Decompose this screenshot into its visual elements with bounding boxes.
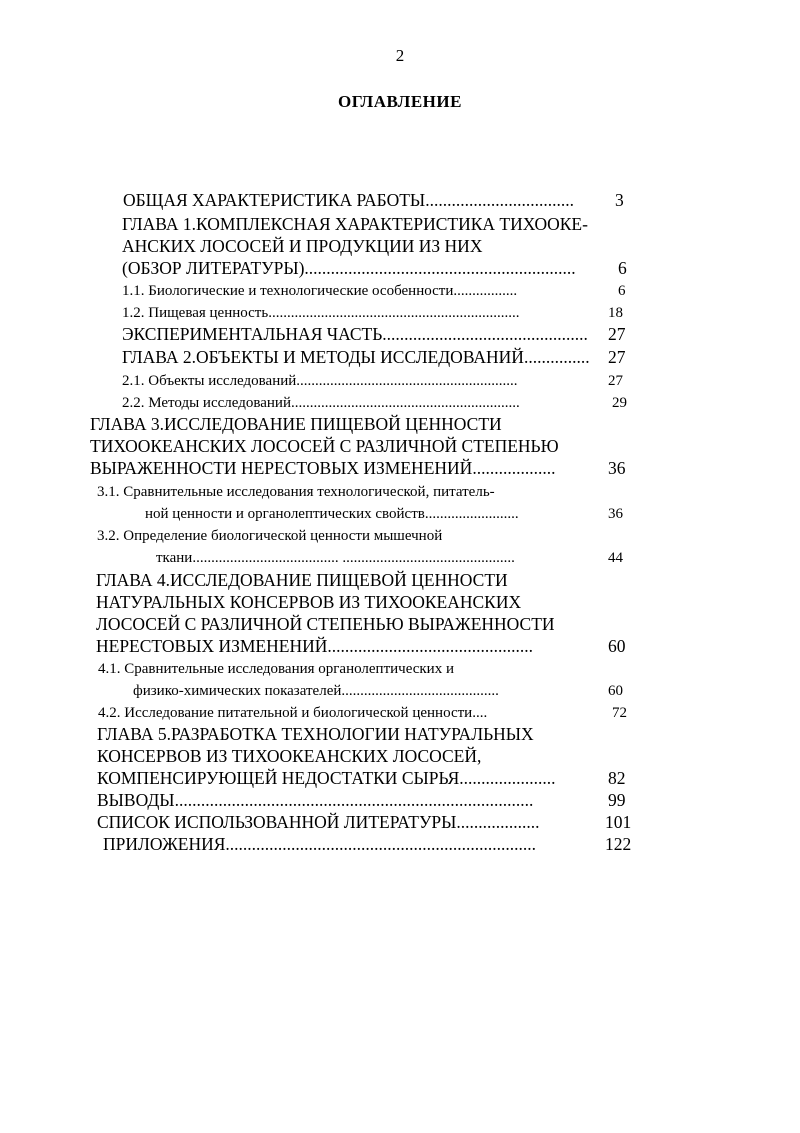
toc-entry-experimental-part[interactable] xyxy=(122,324,626,346)
toc-entry-3-2[interactable] xyxy=(97,526,442,548)
toc-entry-text: КОНСЕРВОВ ИЗ ТИХООКЕАНСКИХ ЛОСОСЕЙ, xyxy=(97,746,482,766)
toc-entry-text: 1.2. Пищевая ценность xyxy=(122,305,269,321)
toc-entry-text: 4.2. Исследование питательной и биологической ценности xyxy=(98,705,473,721)
toc-entry-page: 3 xyxy=(615,190,624,210)
toc-entry-leader: ....................................... .............................................. xyxy=(192,550,515,566)
toc-entry-conclusions[interactable] xyxy=(97,790,626,812)
toc-entry-leader: .................................. xyxy=(425,190,574,210)
toc-entry-3-2-cont[interactable] xyxy=(156,548,623,570)
toc-entry-text: 2.1. Объекты исследований xyxy=(122,373,297,389)
toc-entry-chapter-2[interactable] xyxy=(122,347,626,369)
toc-entry-chapter-5-end[interactable] xyxy=(97,768,626,790)
toc-entry-page: 82 xyxy=(608,768,626,788)
toc-entry-chapter-3[interactable] xyxy=(90,414,502,436)
toc-entry-page: 6 xyxy=(618,258,627,278)
toc-entry-4-1-cont[interactable] xyxy=(133,681,623,703)
toc-entry-4-2[interactable] xyxy=(98,703,627,725)
toc-entry-chapter-4-cont[interactable] xyxy=(96,592,521,614)
toc-entry-page: 27 xyxy=(608,373,623,389)
toc-entry-chapter-3-cont[interactable] xyxy=(90,436,559,458)
toc-entry-text: ЭКСПЕРИМЕНТАЛЬНАЯ ЧАСТЬ xyxy=(122,324,383,344)
toc-entry-text: СПИСОК ИСПОЛЬЗОВАННОЙ ЛИТЕРАТУРЫ xyxy=(97,812,457,832)
toc-entry-chapter-4-cont2[interactable] xyxy=(96,614,555,636)
toc-entry-leader: ............................................... xyxy=(382,324,588,344)
toc-entry-leader: ................... xyxy=(472,458,556,478)
toc-entry-page: 6 xyxy=(618,283,626,299)
toc-entry-text: ткани xyxy=(156,550,193,566)
toc-entry-chapter-5[interactable] xyxy=(97,724,534,746)
toc-entry-text: ГЛАВА 1.КОМПЛЕКСНАЯ ХАРАКТЕРИСТИКА ТИХООКЕ- xyxy=(122,214,588,234)
toc-entry-leader: .............................................................. xyxy=(304,258,576,278)
toc-entry-leader: ........................................................... xyxy=(296,373,518,389)
toc-entry-page: 27 xyxy=(608,347,626,367)
toc-entry-1-2[interactable] xyxy=(122,303,623,325)
toc-entry-text: 3.2. Определение биологической ценности мышечной xyxy=(97,528,443,544)
toc-entry-page: 44 xyxy=(608,550,623,566)
toc-entry-1-1[interactable] xyxy=(122,281,626,303)
toc-entry-text: АНСКИХ ЛОСОСЕЙ И ПРОДУКЦИИ ИЗ НИХ xyxy=(122,236,483,256)
toc-entry-leader: ............................................................. xyxy=(290,395,520,411)
toc-entry-leader: .................................................................................. xyxy=(174,790,534,810)
toc-entry-4-1[interactable] xyxy=(98,659,454,681)
toc-entry-2-1[interactable] xyxy=(122,371,623,393)
toc-entry-3-1-cont[interactable] xyxy=(145,504,623,526)
toc-entry-text: ВЫРАЖЕННОСТИ НЕРЕСТОВЫХ ИЗМЕНЕНИЙ xyxy=(90,458,473,478)
toc-entry-page: 60 xyxy=(608,683,623,699)
toc-entry-page: 36 xyxy=(608,458,626,478)
toc-entry-text: ТИХООКЕАНСКИХ ЛОСОСЕЙ С РАЗЛИЧНОЙ СТЕПЕНЬЮ xyxy=(90,436,559,456)
toc-entry-chapter-4[interactable] xyxy=(96,570,508,592)
toc-entry-page: 101 xyxy=(605,812,632,832)
toc-entry-text: 4.1. Сравнительные исследования органолептических и xyxy=(98,661,454,677)
toc-entry-text: ГЛАВА 4.ИССЛЕДОВАНИЕ ПИЩЕВОЙ ЦЕННОСТИ xyxy=(96,570,508,590)
page-number: 2 xyxy=(395,46,405,65)
toc-entry-page: 72 xyxy=(612,705,627,721)
toc-entry-leader: ......................... xyxy=(424,506,519,522)
toc-entry-text: ПРИЛОЖЕНИЯ xyxy=(103,834,226,854)
toc-entry-text: ГЛАВА 2.ОБЪЕКТЫ И МЕТОДЫ ИССЛЕДОВАНИЙ xyxy=(122,347,524,367)
toc-entry-3-1[interactable] xyxy=(97,482,495,504)
toc-entry-page: 36 xyxy=(608,506,623,522)
toc-entry-page: 122 xyxy=(605,834,632,854)
toc-entry-text: НЕРЕСТОВЫХ ИЗМЕНЕНИЙ xyxy=(96,636,328,656)
toc-entry-text: 1.1. Биологические и технологические особенности xyxy=(122,283,454,299)
toc-entry-text: ГЛАВА 5.РАЗРАБОТКА ТЕХНОЛОГИИ НАТУРАЛЬНЫХ xyxy=(97,724,534,744)
toc-entry-text: ВЫВОДЫ xyxy=(97,790,175,810)
page-title: ОГЛАВЛЕНИЕ xyxy=(338,92,462,111)
toc-entry-chapter-5-cont[interactable] xyxy=(97,746,481,768)
toc-entry-appendices[interactable] xyxy=(103,834,632,856)
toc-entry-chapter-1-cont[interactable] xyxy=(122,236,482,258)
toc-entry-leader: ................... xyxy=(456,812,540,832)
toc-entry-general-characteristics[interactable] xyxy=(123,190,624,212)
toc-entry-page: 99 xyxy=(608,790,626,810)
toc-entry-text: КОМПЕНСИРУЮЩЕЙ НЕДОСТАТКИ СЫРЬЯ xyxy=(97,768,460,788)
toc-entry-text: ГЛАВА 3.ИССЛЕДОВАНИЕ ПИЩЕВОЙ ЦЕННОСТИ xyxy=(90,414,502,434)
toc-entry-page: 60 xyxy=(608,636,626,656)
toc-entry-text: физико-химических показателей xyxy=(133,683,342,699)
toc-entry-leader: .......................................... xyxy=(341,683,499,699)
toc-entry-leader: ....................................................................... xyxy=(225,834,537,854)
toc-entry-page: 18 xyxy=(608,305,623,321)
toc-entry-text: 3.1. Сравнительные исследования технологической, питатель- xyxy=(97,484,495,500)
toc-entry-chapter-4-end[interactable] xyxy=(96,636,626,658)
toc-entry-references[interactable] xyxy=(97,812,632,834)
toc-entry-leader: ............... xyxy=(523,347,590,367)
toc-entry-text: ЛОСОСЕЙ С РАЗЛИЧНОЙ СТЕПЕНЬЮ ВЫРАЖЕННОСТИ xyxy=(96,614,555,634)
toc-entry-leader: ................................................................... xyxy=(268,305,520,321)
toc-entry-text: ОБЩАЯ ХАРАКТЕРИСТИКА РАБОТЫ xyxy=(123,190,426,210)
toc-entry-page: 27 xyxy=(608,324,626,344)
toc-entry-page: 29 xyxy=(612,395,627,411)
toc-entry-leader: ................. xyxy=(453,283,518,299)
toc-entry-text: ной ценности и органолептических свойств xyxy=(145,506,425,522)
toc-entry-2-2[interactable] xyxy=(122,393,627,415)
toc-entry-chapter-1[interactable] xyxy=(122,214,588,236)
toc-entry-text: 2.2. Методы исследований xyxy=(122,395,291,411)
toc-entry-literature-review[interactable] xyxy=(122,258,627,280)
toc-entry-leader: ............................................... xyxy=(327,636,533,656)
toc-entry-chapter-3-end[interactable] xyxy=(90,458,626,480)
toc-entry-leader: ...................... xyxy=(459,768,556,788)
toc-entry-leader: .... xyxy=(472,705,488,721)
toc-entry-text: НАТУРАЛЬНЫХ КОНСЕРВОВ ИЗ ТИХООКЕАНСКИХ xyxy=(96,592,522,612)
toc-entry-text: (ОБЗОР ЛИТЕРАТУРЫ) xyxy=(122,258,305,278)
